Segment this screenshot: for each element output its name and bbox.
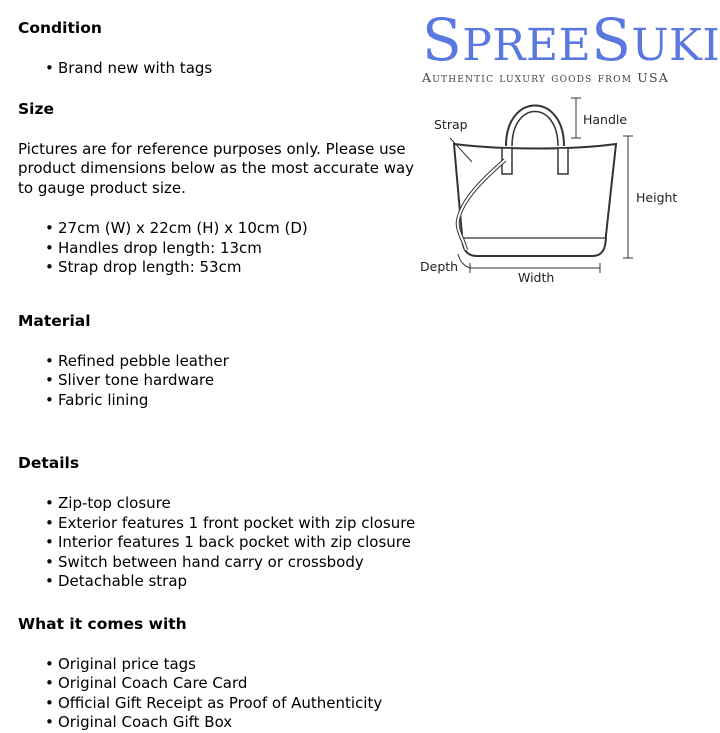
list-item: • Original Coach Gift Box: [58, 713, 418, 733]
list-item: • Sliver tone hardware: [58, 371, 418, 391]
list-item: • Zip-top closure: [58, 494, 418, 514]
bag-size-diagram: [412, 90, 712, 290]
handle-label: Handle: [583, 112, 628, 127]
depth-dimension-line: [458, 254, 470, 268]
list-item: • Original Coach Care Card: [58, 674, 418, 694]
height-label: Height: [636, 190, 678, 205]
comes-with-heading: What it comes with: [18, 614, 187, 633]
list-item: • Brand new with tags: [58, 59, 418, 79]
list-item: • Official Gift Receipt as Proof of Authenticity: [58, 694, 418, 714]
spreesuki-logo: [422, 6, 720, 85]
details-list: [18, 494, 418, 592]
product-description: [18, 18, 418, 733]
list-item: • 27cm (W) x 22cm (H) x 10cm (D): [58, 219, 418, 239]
comes-with-list: [18, 655, 418, 733]
size-list: [18, 219, 418, 278]
depth-label: Depth: [420, 259, 459, 274]
material-heading: Material: [18, 311, 91, 330]
condition-heading: Condition: [18, 19, 102, 37]
logo-wordmark: SPREESUKI: [422, 6, 720, 74]
list-item: • Exterior features 1 front pocket with zip closure: [58, 514, 418, 534]
handle-tab-right: [558, 148, 568, 174]
details-heading: Details: [18, 454, 80, 472]
list-item: • Refined pebble leather: [58, 352, 418, 372]
list-item: • Interior features 1 back pocket with zip closure: [58, 533, 418, 553]
list-item: • Detachable strap: [58, 572, 418, 592]
logo-tagline: Authentic luxury goods from USA: [422, 70, 670, 85]
width-label: Width: [518, 270, 555, 285]
bag-body: [454, 144, 616, 256]
list-item: • Switch between hand carry or crossbody: [58, 553, 418, 573]
list-item: • Original price tags: [58, 655, 418, 675]
strap-label: Strap: [434, 117, 468, 132]
condition-list: [18, 59, 418, 79]
material-list: [18, 352, 418, 411]
list-item: • Strap drop length: 53cm: [58, 258, 418, 278]
size-heading: Size: [18, 99, 55, 118]
bag-handle-inner: [512, 112, 558, 147]
list-item: • Fabric lining: [58, 391, 418, 411]
list-item: • Handles drop length: 13cm: [58, 239, 418, 259]
size-paragraph: Pictures are for reference purposes only. Please use product dimensions below as the most accurate way to gauge product size.: [18, 139, 415, 197]
